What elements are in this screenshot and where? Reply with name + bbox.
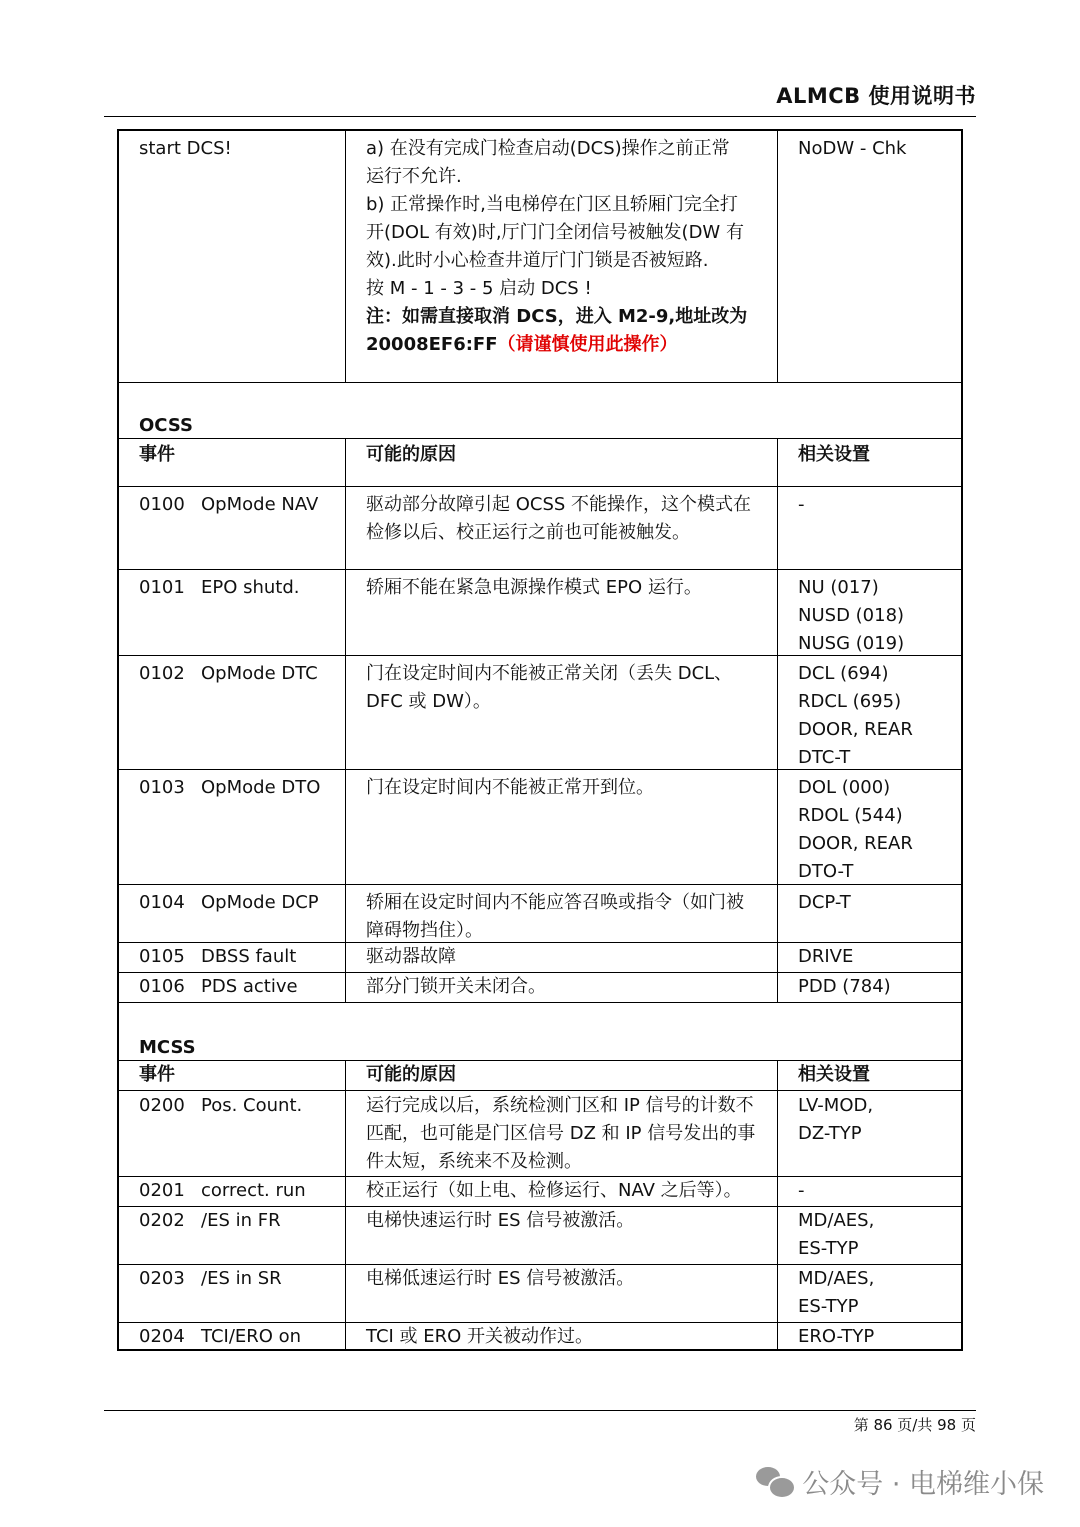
wechat-icon <box>756 1467 794 1497</box>
header-setting: 相关设置 <box>798 444 870 465</box>
table-row: 0106 PDS active 部分门锁开关未闭合。 PDD (784) <box>119 972 961 1002</box>
note-text: 注：如需直接取消 DCS，进入 M2-9,地址改为 <box>366 306 748 327</box>
header-event: 事件 <box>119 1061 346 1090</box>
header-rule <box>104 116 976 117</box>
header-cause: 可能的原因 <box>346 439 778 486</box>
page-number: 第 86 页/共 98 页 <box>853 1416 976 1434</box>
table-row: 0102 OpMode DTC 门在设定时间内不能被正常关闭（丢失 DCL、 DFC 或 DW）。 DCL (694) RDCL (695) DOOR, REAR DTC-T <box>119 655 961 769</box>
table-header-row <box>119 1060 961 1090</box>
header-setting: 相关设置 <box>798 1064 870 1085</box>
section-title: OCSS <box>139 415 193 436</box>
table-row: 0105 DBSS fault 驱动器故障 DRIVE <box>119 942 961 972</box>
table-row: 0101 EPO shutd. 轿厢不能在紧急电源操作模式 EPO 运行。 NU (017) NUSD (018) NUSG (019) <box>119 569 961 655</box>
table-row: 0201 correct. run 校正运行（如上电、检修运行、NAV 之后等）。 - <box>119 1176 961 1206</box>
table-row: 0202 /ES in FR 电梯快速运行时 ES 信号被激活。 MD/AES, ES-TYP <box>119 1206 961 1264</box>
document-title: ALMCB 使用说明书 <box>776 84 976 108</box>
table-row: 0100 OpMode NAV 驱动部分故障引起 OCSS 不能操作，这个模式在 检修以后、校正运行之前也可能被触发。 - <box>119 486 961 569</box>
warning-text: （请谨慎使用此操作） <box>497 334 678 355</box>
header-event: 事件 <box>119 439 346 486</box>
table-row: 0104 OpMode DCP 轿厢在设定时间内不能应答召唤或指令（如门被 障碍物挡住）。 DCP-T <box>119 884 961 942</box>
table-row: 0200 Pos. Count. 运行完成以后，系统检测门区和 IP 信号的计数不 匹配，也可能是门区信号 DZ 和 IP 信号发出的事 件太短，系统来不及检测。 LV-MOD, DZ-TYP <box>119 1090 961 1176</box>
section-mcss <box>119 1002 961 1060</box>
header-cause: 可能的原因 <box>346 1061 778 1090</box>
table-row: 0103 OpMode DTO 门在设定时间内不能被正常开到位。 DOL (000) RDOL (544) DOOR, REAR DTO-T <box>119 769 961 884</box>
footer-rule <box>104 1410 976 1411</box>
table-header-row <box>119 438 961 486</box>
setting-cell: NoDW - Chk <box>798 138 907 159</box>
table-row: 0203 /ES in SR 电梯低速运行时 ES 信号被激活。 MD/AES, ES-TYP <box>119 1264 961 1322</box>
watermark-text: 公众号 · 电梯维小保 <box>802 1469 1044 1500</box>
event-table <box>117 129 963 1351</box>
section-title: MCSS <box>139 1037 196 1058</box>
event-cell: start DCS! <box>119 131 346 382</box>
watermark <box>756 1462 1044 1501</box>
table-row <box>119 131 961 382</box>
section-ocss <box>119 382 961 438</box>
cause-cell: a) 在没有完成门检查启动(DCS)操作之前正常 运行不允许. b) 正常操作时,当电梯停在门区且轿厢门完全打 开(DOL 有效)时,厅门门全闭信号被触发(DW 有 效).此时小心检查井道厅门门锁是否被短路. 按 M - 1 - 3 - 5 启动 DCS ! 注：如需直接取消 DCS，进入 M2-9,地址改为 20008EF6:FF（请谨慎使用此操作） <box>346 131 778 382</box>
table-row: 0204 TCI/ERO on TCI 或 ERO 开关被动作过。 ERO-TYP <box>119 1322 961 1351</box>
